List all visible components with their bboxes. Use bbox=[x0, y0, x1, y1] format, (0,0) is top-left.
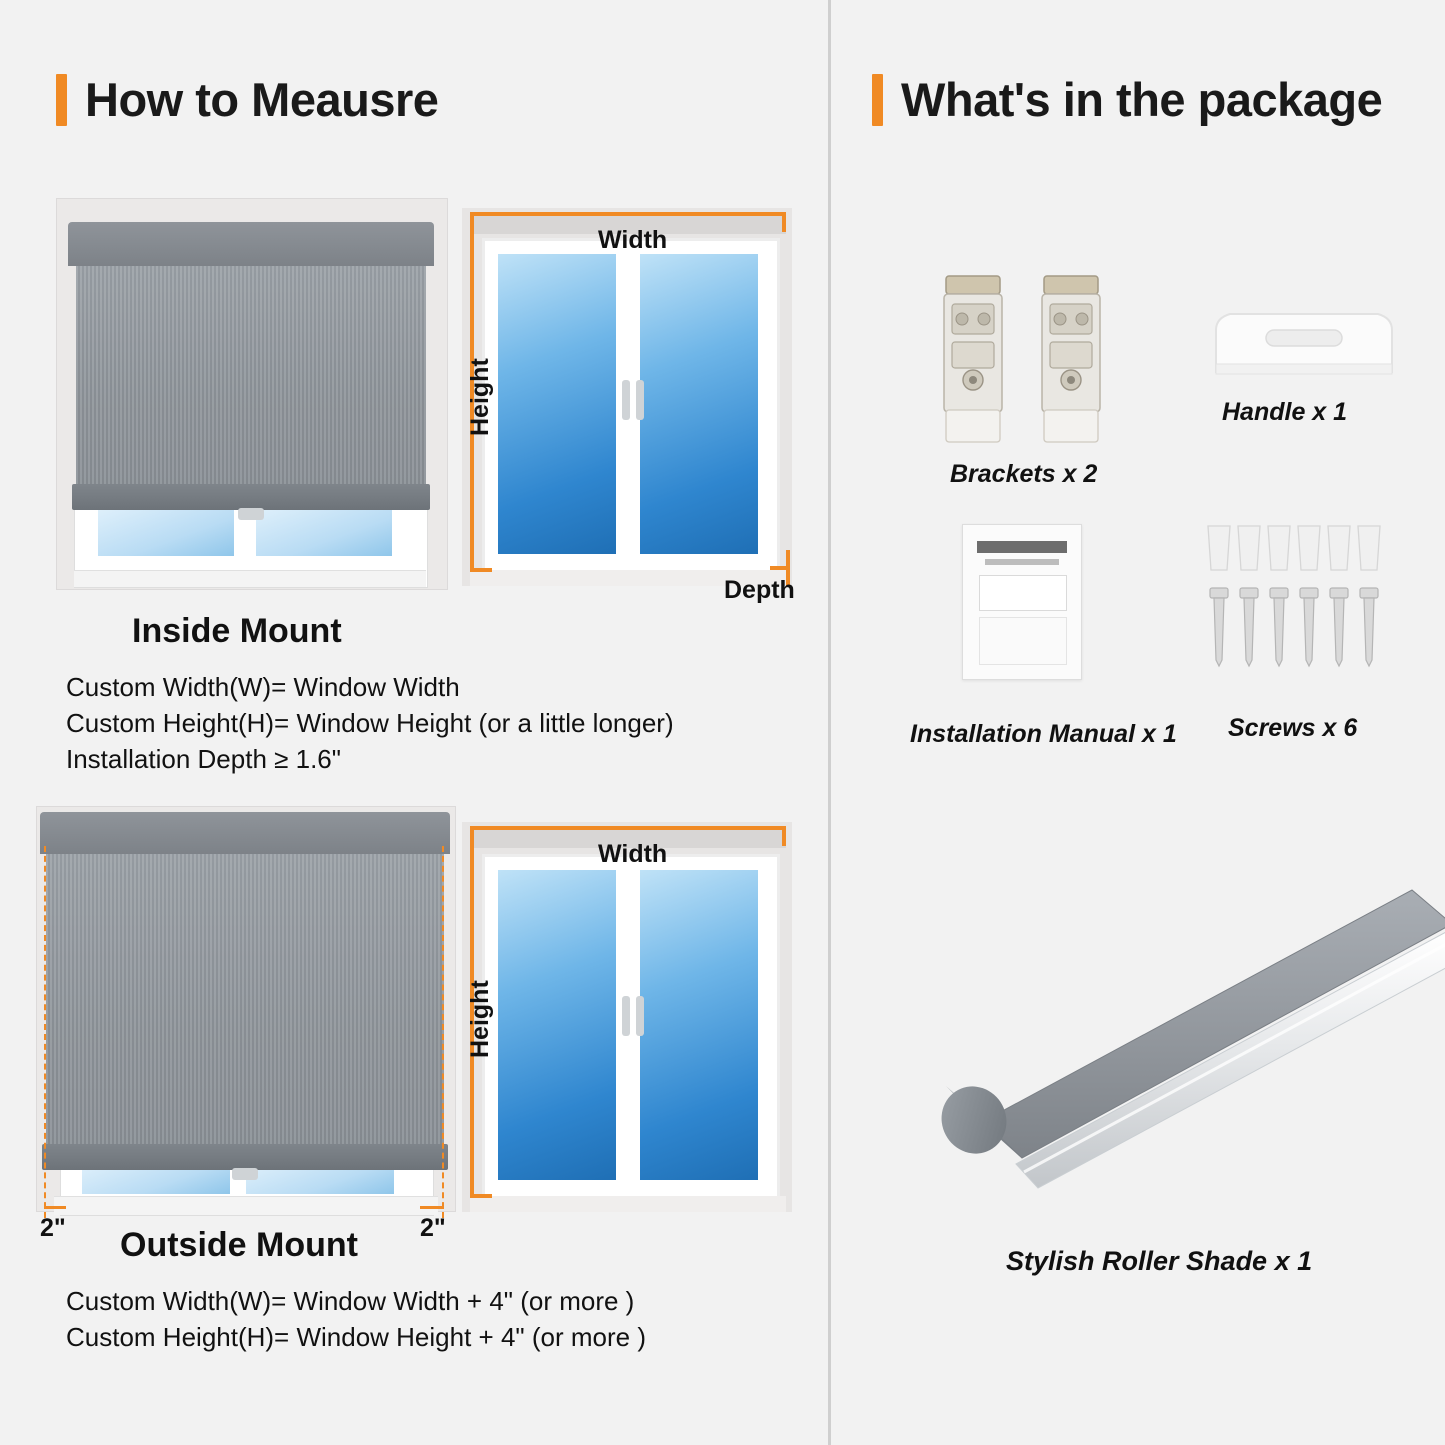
shade-valance bbox=[40, 812, 450, 854]
outside-mount-line-2: Custom Height(H)= Window Height + 4" (or more ) bbox=[66, 1322, 646, 1352]
width-dimension-tick-right bbox=[782, 826, 786, 846]
window-handle-right bbox=[636, 380, 644, 420]
panel-divider bbox=[828, 0, 831, 1445]
inside-mount-line-1: Custom Width(W)= Window Width bbox=[66, 672, 460, 702]
screws-label: Screws x 6 bbox=[1228, 714, 1358, 742]
right-overhang-guide bbox=[442, 846, 444, 1218]
height-dimension-tick-bottom bbox=[470, 1194, 492, 1198]
shade-fabric bbox=[76, 266, 426, 484]
left-overhang-label: 2" bbox=[40, 1214, 66, 1242]
shade-handle bbox=[232, 1168, 258, 1180]
shade-bottom-rail bbox=[72, 484, 430, 510]
inside-mount-line-3: Installation Depth ≥ 1.6" bbox=[66, 744, 341, 774]
height-label: Height bbox=[466, 980, 494, 1058]
inside-mount-title: Inside Mount bbox=[132, 612, 342, 650]
width-dimension-tick-right bbox=[782, 212, 786, 232]
heading-accent-bar bbox=[56, 74, 67, 126]
left-panel-heading bbox=[56, 72, 438, 127]
heading-text: How to Meausre bbox=[85, 73, 439, 126]
window-glass-left bbox=[98, 508, 234, 556]
manual-title-bar bbox=[977, 541, 1067, 553]
manual-figure-2 bbox=[979, 617, 1067, 665]
window-sill bbox=[54, 1196, 438, 1215]
right-panel-heading bbox=[872, 72, 1382, 127]
manual-figure bbox=[979, 575, 1067, 611]
width-label: Width bbox=[598, 226, 668, 254]
height-dimension-tick-bottom bbox=[470, 568, 492, 572]
width-dimension-line bbox=[470, 212, 786, 216]
shade-handle bbox=[238, 508, 264, 520]
left-overhang-dimension bbox=[44, 1206, 66, 1209]
handle-icon bbox=[1204, 302, 1404, 392]
window-glass-left bbox=[498, 870, 616, 1180]
manual-label: Installation Manual x 1 bbox=[910, 720, 1177, 748]
heading-accent-bar bbox=[872, 74, 883, 126]
roller-shade-label: Stylish Roller Shade x 1 bbox=[1006, 1246, 1313, 1276]
inside-mount-line-2: Custom Height(H)= Window Height (or a little longer) bbox=[66, 708, 674, 738]
outside-mount-line-1: Custom Width(W)= Window Width + 4" (or more ) bbox=[66, 1286, 635, 1316]
bracket-icon bbox=[930, 268, 1120, 468]
heading-text: What's in the package bbox=[901, 73, 1383, 126]
window-glass-right bbox=[640, 254, 758, 554]
screw-icon bbox=[1202, 522, 1402, 682]
roller-shade-icon bbox=[912, 872, 1445, 1192]
height-label: Height bbox=[466, 358, 494, 436]
left-overhang-guide bbox=[44, 846, 46, 1218]
width-dimension-line bbox=[470, 826, 786, 830]
outside-mount-title: Outside Mount bbox=[120, 1226, 358, 1264]
manual-subtitle-bar bbox=[985, 559, 1059, 565]
window-glass-right bbox=[640, 870, 758, 1180]
brackets-label: Brackets x 2 bbox=[950, 460, 1098, 488]
window-glass-right bbox=[256, 508, 392, 556]
depth-label: Depth bbox=[724, 576, 795, 604]
window-sill bbox=[74, 570, 426, 587]
handle-label: Handle x 1 bbox=[1222, 398, 1348, 426]
window-handle-right bbox=[636, 996, 644, 1036]
shade-fabric bbox=[46, 854, 444, 1144]
window-glass-left bbox=[498, 254, 616, 554]
shade-valance bbox=[68, 222, 434, 266]
manual-cover bbox=[962, 524, 1082, 680]
shade-bottom-rail bbox=[42, 1144, 448, 1170]
width-label: Width bbox=[598, 840, 668, 868]
window-sill bbox=[470, 1196, 786, 1212]
right-overhang-label: 2" bbox=[420, 1214, 446, 1242]
right-overhang-dimension bbox=[420, 1206, 444, 1209]
window-handle-left bbox=[622, 996, 630, 1036]
window-handle-left bbox=[622, 380, 630, 420]
